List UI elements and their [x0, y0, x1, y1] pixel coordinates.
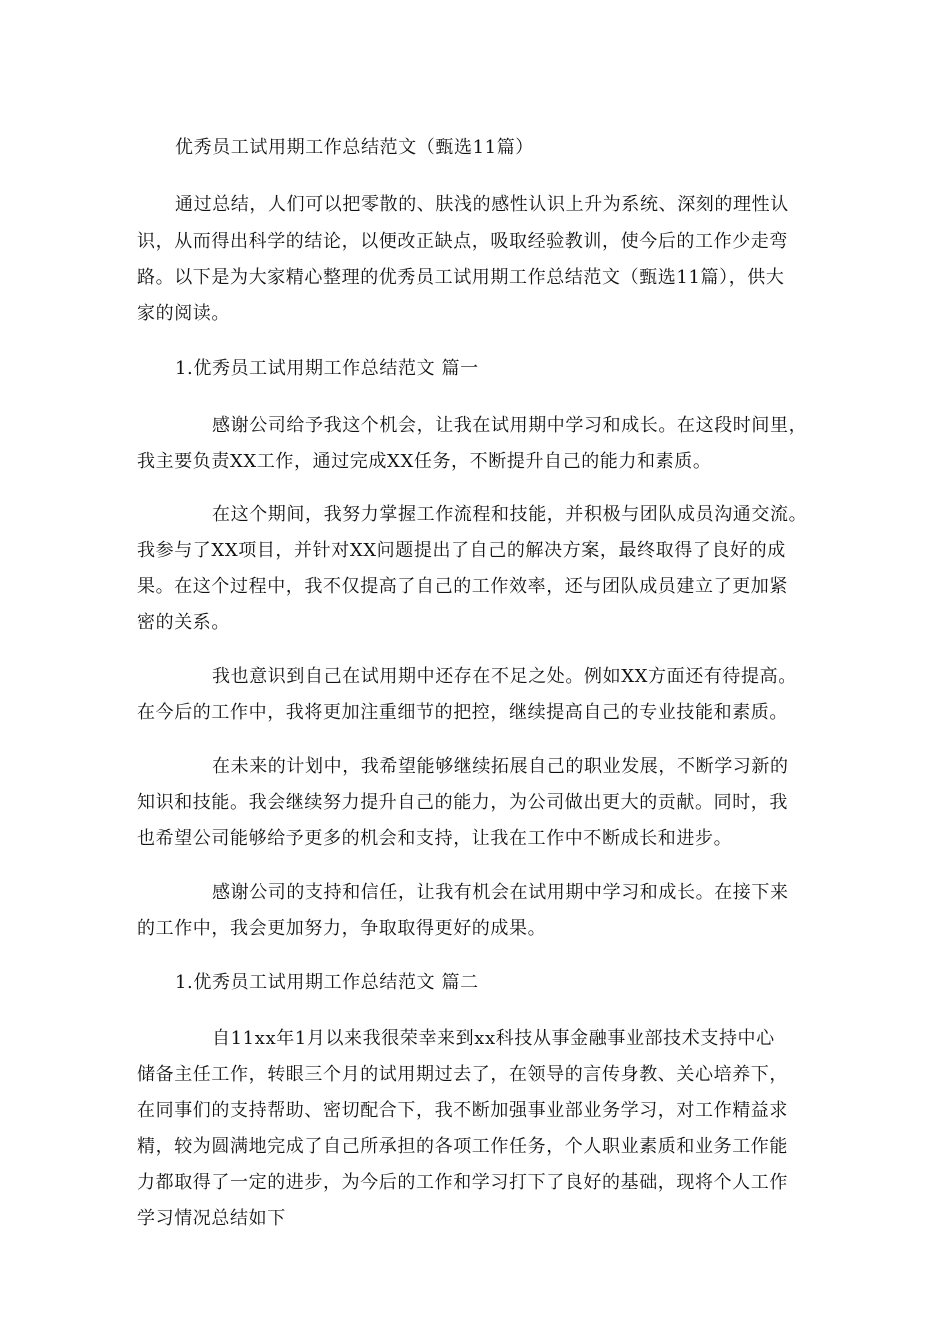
paragraph-line: 精，较为圆满地完成了自己所承担的各项工作任务，个人职业素质和业务工作能 [137, 1136, 788, 1157]
paragraph-line: 我也意识到自己在试用期中还存在不足之处。例如XX方面还有待提高。 [212, 666, 797, 687]
paragraph-line: 也希望公司能够给予更多的机会和支持，让我在工作中不断成长和进步。 [137, 828, 733, 849]
paragraph-line: 知识和技能。我会继续努力提升自己的能力，为公司做出更大的贡献。同时，我 [137, 792, 788, 813]
paragraph-line: 感谢公司的支持和信任，让我有机会在试用期中学习和成长。在接下来 [212, 882, 789, 903]
paragraph-line: 储备主任工作，转眼三个月的试用期过去了，在领导的言传身教、关心培养下， [137, 1064, 788, 1085]
intro-line: 家的阅读。 [137, 303, 230, 324]
paragraph-line: 在同事们的支持帮助、密切配合下，我不断加强事业部业务学习，对工作精益求 [137, 1100, 788, 1121]
paragraph-line: 自11xx年1月以来我很荣幸来到xx科技从事金融事业部技术支持中心 [212, 1028, 775, 1049]
paragraph-line: 学习情况总结如下 [137, 1208, 286, 1229]
paragraph-line: 密的关系。 [137, 612, 230, 633]
paragraph-line: 力都取得了一定的进步，为今后的工作和学习打下了良好的基础，现将个人工作 [137, 1172, 788, 1193]
paragraph-line: 果。在这个过程中，我不仅提高了自己的工作效率，还与团队成员建立了更加紧 [137, 576, 788, 597]
intro-line: 识，从而得出科学的结论，以便改正缺点，吸取经验教训，使今后的工作少走弯 [137, 231, 788, 252]
paragraph-line: 在未来的计划中，我希望能够继续拓展自己的职业发展，不断学习新的 [212, 756, 789, 777]
document-title: 优秀员工试用期工作总结范文（甄选11篇） [175, 137, 534, 158]
paragraph-line: 感谢公司给予我这个机会，让我在试用期中学习和成长。在这段时间里， [212, 415, 808, 436]
paragraph-line: 我主要负责XX工作，通过完成XX任务，不断提升自己的能力和素质。 [137, 451, 712, 472]
paragraph-line: 在今后的工作中，我将更加注重细节的把控，继续提高自己的专业技能和素质。 [137, 702, 788, 723]
intro-line: 路。以下是为大家精心整理的优秀员工试用期工作总结范文（甄选11篇），供大 [137, 267, 785, 288]
intro-line: 通过总结，人们可以把零散的、肤浅的感性认识上升为系统、深刻的理性认 [175, 194, 789, 215]
paragraph-line: 在这个期间，我努力掌握工作流程和技能，并积极与团队成员沟通交流。 [212, 504, 808, 525]
paragraph-line: 的工作中，我会更加努力，争取取得更好的成果。 [137, 918, 547, 939]
paragraph-line: 我参与了XX项目，并针对XX问题提出了自己的解决方案，最终取得了良好的成 [137, 540, 786, 561]
section-heading-1: 1.优秀员工试用期工作总结范文 篇一 [175, 358, 479, 379]
section-heading-2: 1.优秀员工试用期工作总结范文 篇二 [175, 972, 479, 993]
